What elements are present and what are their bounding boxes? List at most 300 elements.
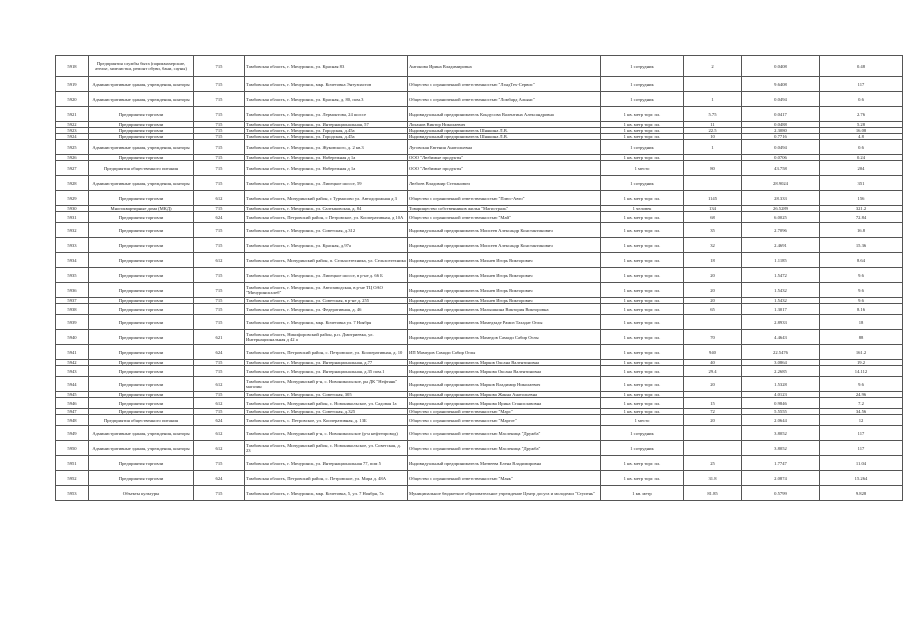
norm-value-cell: 18 bbox=[820, 315, 903, 330]
address-cell: Тамбовская область, г. Мичуринск, ул. Интернациональная 77, пом 5 bbox=[245, 456, 408, 471]
organization-name-cell: Общество с ограниченной ответственностью "Марс" bbox=[408, 409, 601, 415]
annual-volume-cell: 0.0408 bbox=[742, 56, 820, 77]
organization-name-cell: Антонова Ирина Владимировна bbox=[408, 56, 601, 77]
annual-volume-cell: 2.4691 bbox=[742, 238, 820, 253]
address-cell: Тамбовская область, Мичуринский район, с. Новоникольское, ул. Садовая 1а bbox=[245, 398, 408, 409]
organization-name-cell: Индивидуальный предприниматель Мамедзаде Рамиз Тахадат Оглы bbox=[408, 315, 601, 330]
row-number-cell: 5943 bbox=[56, 366, 89, 377]
district-code-cell: 715 bbox=[194, 107, 245, 122]
annual-volume-cell: 2.2685 bbox=[742, 366, 820, 377]
annual-volume-cell: 4.4643 bbox=[742, 330, 820, 345]
quantity-cell: 22.5 bbox=[684, 128, 742, 134]
norm-value-cell: 4.8 bbox=[820, 134, 903, 140]
district-code-cell: 715 bbox=[194, 360, 245, 366]
object-category-cell: Предприятия торговли bbox=[89, 268, 194, 283]
table-row bbox=[56, 191, 903, 206]
organization-name-cell: Индивидуальный предприниматель Шнякина Л.В. bbox=[408, 128, 601, 134]
quantity-cell: 80 bbox=[684, 161, 742, 176]
row-number-cell: 5927 bbox=[56, 161, 89, 176]
unit-of-measure-cell: 1 кв. метр торг. пл. bbox=[601, 345, 684, 360]
table-row bbox=[56, 456, 903, 471]
annual-volume-cell: 0.7716 bbox=[742, 134, 820, 140]
annual-volume-cell: 9.6408 bbox=[742, 77, 820, 92]
unit-of-measure-cell: 1 кв. метр торг. пл. bbox=[601, 122, 684, 128]
quantity-cell: 68 bbox=[684, 212, 742, 223]
organization-name-cell: ООО "Любимые продукты" bbox=[408, 161, 601, 176]
quantity-cell: 15 bbox=[684, 398, 742, 409]
quantity-cell: 5.75 bbox=[684, 107, 742, 122]
norm-value-cell: 9.6 bbox=[820, 298, 903, 304]
unit-of-measure-cell: 1 сотрудник bbox=[601, 140, 684, 155]
quantity-cell: 32 bbox=[684, 238, 742, 253]
district-code-cell: 715 bbox=[194, 223, 245, 238]
organization-name-cell: ИП Мамедов Самади Сабир Оглы bbox=[408, 345, 601, 360]
row-number-cell: 5936 bbox=[56, 283, 89, 298]
organization-name-cell: Общество с ограниченной ответственностью Масленица "Дружба" bbox=[408, 441, 601, 456]
unit-of-measure-cell: 1 кв. метр торг. пл. bbox=[601, 377, 684, 392]
norm-value-cell: 24.96 bbox=[820, 392, 903, 398]
district-code-cell: 612 bbox=[194, 377, 245, 392]
address-cell: Тамбовская область, Петровский район, с Петровское, ул. Кооперативная, д 10А bbox=[245, 212, 408, 223]
object-category-cell: Предприятия торговли bbox=[89, 330, 194, 345]
row-number-cell: 5926 bbox=[56, 155, 89, 161]
quantity-cell bbox=[684, 441, 742, 456]
norm-value-cell: 9.6 bbox=[820, 377, 903, 392]
quantity-cell: 72 bbox=[684, 409, 742, 415]
organization-name-cell: Лоханов Виктор Николаевич bbox=[408, 122, 601, 128]
table-row bbox=[56, 268, 903, 283]
quantity-cell: 40 bbox=[684, 360, 742, 366]
unit-of-measure-cell: 1 кв. метр торг. пл. bbox=[601, 298, 684, 304]
address-cell: Тамбовская область, г. Мичуринск, ул. Жуковского, д. 2 кв.3 bbox=[245, 140, 408, 155]
object-category-cell: Предприятия торговли bbox=[89, 298, 194, 304]
object-category-cell: Административные здания, учреждения, конторы bbox=[89, 92, 194, 107]
address-cell: Тамбовская область, г. Мичуринск, ул. Интернациональная, 57 bbox=[245, 122, 408, 128]
address-cell: Тамбовская область, г. Мичуринск, ул. Набережная д 1а bbox=[245, 155, 408, 161]
row-number-cell: 5948 bbox=[56, 415, 89, 426]
object-category-cell: Предприятия торговли bbox=[89, 238, 194, 253]
object-category-cell: Предприятия торговли bbox=[89, 134, 194, 140]
norm-value-cell: 15.264 bbox=[820, 471, 903, 486]
unit-of-measure-cell: 1 сотрудник bbox=[601, 77, 684, 92]
annual-volume-cell: 2.3080 bbox=[742, 128, 820, 134]
organization-name-cell: Муниципальное бюджетное образовательное учреждение Центр досуга и молодежи "Ступень" bbox=[408, 486, 601, 501]
unit-of-measure-cell: 1 сотрудник bbox=[601, 92, 684, 107]
unit-of-measure-cell: 1 сотрудник bbox=[601, 56, 684, 77]
address-cell: Тамбовская область, г. Мичуринск, ул. Интернациональная, д.35 пом.1 bbox=[245, 366, 408, 377]
organization-name-cell: Общество с ограниченной ответственностью Масленица "Дружба" bbox=[408, 426, 601, 441]
organization-name-cell: Индивидуальный предприниматель Моисеев Александр Константинович bbox=[408, 223, 601, 238]
table-row bbox=[56, 161, 903, 176]
district-code-cell: 612 bbox=[194, 426, 245, 441]
annual-volume-cell: 28.9024 bbox=[742, 176, 820, 191]
table-row bbox=[56, 107, 903, 122]
norm-value-cell: 11.04 bbox=[820, 456, 903, 471]
norm-value-cell: 5.28 bbox=[820, 122, 903, 128]
object-category-cell: Предприятия торговли bbox=[89, 366, 194, 377]
norm-value-cell: 88 bbox=[820, 330, 903, 345]
table-row bbox=[56, 56, 903, 77]
district-code-cell: 715 bbox=[194, 456, 245, 471]
address-cell: Тамбовская область, г. Мичуринск, ул. Интернациональная, д.77 bbox=[245, 360, 408, 366]
norm-value-cell: 9.6 bbox=[820, 283, 903, 298]
address-cell: Тамбовская область, г. Мичуринск, ул. Красная 83 bbox=[245, 56, 408, 77]
quantity-cell bbox=[684, 176, 742, 191]
district-code-cell: 715 bbox=[194, 206, 245, 212]
quantity-cell: 134 bbox=[684, 206, 742, 212]
address-cell: Тамбовская область, г. Мичуринск, ул. Городская, д.45а bbox=[245, 134, 408, 140]
quantity-cell: 940 bbox=[684, 345, 742, 360]
address-cell: Тамбовская область, г. Мичуринск, ул. Набережная д 1а bbox=[245, 161, 408, 176]
quantity-cell: 20 bbox=[684, 377, 742, 392]
organization-name-cell: Индивидуальный предприниматель Маркова Оксана Валентиновна bbox=[408, 366, 601, 377]
quantity-cell: 81.85 bbox=[684, 486, 742, 501]
row-number-cell: 5919 bbox=[56, 77, 89, 92]
norm-value-cell: 19.2 bbox=[820, 360, 903, 366]
address-cell: Тамбовская область, Мичуринский р-н, с. Новоникольское, рн ДК "Нефтянк" магазин bbox=[245, 377, 408, 392]
object-category-cell: Предприятия торговли bbox=[89, 456, 194, 471]
organization-name-cell: Общество с ограниченной ответственностью "Маргот" bbox=[408, 415, 601, 426]
annual-volume-cell: 1.5328 bbox=[742, 377, 820, 392]
norm-value-cell: 351 bbox=[820, 176, 903, 191]
unit-of-measure-cell: 1 кв. метр торг. пл. bbox=[601, 392, 684, 398]
table-row bbox=[56, 398, 903, 409]
annual-volume-cell: 3.8052 bbox=[742, 441, 820, 456]
address-cell: Тамбовская область, Мичуринский р-н, с. Новоникольское (р-н нефтепровод) bbox=[245, 426, 408, 441]
table-row bbox=[56, 283, 903, 298]
table-row bbox=[56, 223, 903, 238]
district-code-cell: 715 bbox=[194, 128, 245, 134]
organization-name-cell: Индивидуальный предприниматель Маркова Жанна Анатольевна bbox=[408, 392, 601, 398]
address-cell: Тамбовская область, г. Мичуринск, ул. Советская, 305 bbox=[245, 392, 408, 398]
organization-name-cell: ООО "Любимые продукты" bbox=[408, 155, 601, 161]
row-number-cell: 5950 bbox=[56, 441, 89, 456]
organization-name-cell: Индивидуальный предприниматель Маркова Ирина Станиславовна bbox=[408, 398, 601, 409]
quantity-cell: 20 bbox=[684, 268, 742, 283]
unit-of-measure-cell: 1 кв. метр торг. пл. bbox=[601, 398, 684, 409]
table-row bbox=[56, 426, 903, 441]
annual-volume-cell: 2.0874 bbox=[742, 471, 820, 486]
object-category-cell: Административные здания, учреждения, конторы bbox=[89, 441, 194, 456]
address-cell: Тамбовская область, г. Мичуринск, ул. Советская, в р-не д. 255 bbox=[245, 298, 408, 304]
address-cell: Тамбовская область, г. Мичуринск, ул. Советская, д.325 bbox=[245, 409, 408, 415]
organization-name-cell: Индивидуальный предприниматель Марков Оксана Валентиновна bbox=[408, 360, 601, 366]
annual-volume-cell: 26.5289 bbox=[742, 206, 820, 212]
unit-of-measure-cell: 1 кв. метр торг. пл. bbox=[601, 456, 684, 471]
unit-of-measure-cell: 1 место bbox=[601, 415, 684, 426]
row-number-cell: 5937 bbox=[56, 298, 89, 304]
annual-volume-cell: 0.0706 bbox=[742, 155, 820, 161]
quantity-cell: 2 bbox=[684, 56, 742, 77]
organization-name-cell: Индивидуальный предприниматель Шнякина Л.В. bbox=[408, 134, 601, 140]
row-number-cell: 5939 bbox=[56, 315, 89, 330]
object-category-cell: Предприятия торговли bbox=[89, 283, 194, 298]
norm-value-cell: 9.6 bbox=[820, 268, 903, 283]
district-code-cell: 715 bbox=[194, 92, 245, 107]
object-category-cell: Предприятия торговли bbox=[89, 392, 194, 398]
object-category-cell: Предприятия торговли bbox=[89, 398, 194, 409]
address-cell: Тамбовская область, г. Мичуринск, мкр. Кочетовка Энтузиастов bbox=[245, 77, 408, 92]
norm-value-cell: 156 bbox=[820, 191, 903, 206]
annual-volume-cell: 22.5476 bbox=[742, 345, 820, 360]
annual-volume-cell: 0.0488 bbox=[742, 122, 820, 128]
quantity-cell: 35 bbox=[684, 223, 742, 238]
registry-sheet bbox=[55, 55, 875, 501]
table-row bbox=[56, 345, 903, 360]
quantity-cell bbox=[684, 77, 742, 92]
unit-of-measure-cell: 1 кв. метр торг. пл. bbox=[601, 304, 684, 315]
address-cell: Тамбовская область, Мичуринский район, с. Новоникольское, ул. Советская, д. 23 bbox=[245, 441, 408, 456]
object-category-cell: Предприятия службы быта (парикмахерские, ателье, химчистки, ремонт обуви, бани, сауны) bbox=[89, 56, 194, 77]
quantity-cell: 20 bbox=[684, 415, 742, 426]
object-category-cell: Предприятия торговли bbox=[89, 191, 194, 206]
norm-value-cell: 7.2 bbox=[820, 398, 903, 409]
row-number-cell: 5923 bbox=[56, 128, 89, 134]
organization-name-cell: Индивидуальный предприниматель Махнев Игорь Викторович bbox=[408, 268, 601, 283]
district-code-cell: 715 bbox=[194, 392, 245, 398]
registry-table-body bbox=[56, 56, 903, 501]
unit-of-measure-cell: 1 кв. метр торг. пл. bbox=[601, 268, 684, 283]
quantity-cell: 18 bbox=[684, 253, 742, 268]
address-cell: Тамбовская область, г. Мичуринск, ул. Городская, д.45а bbox=[245, 128, 408, 134]
unit-of-measure-cell: 1 кв. метр торг. пл. bbox=[601, 366, 684, 377]
address-cell: Тамбовская область, г. Мичуринск, ул. Салтыковская, д. 84 bbox=[245, 206, 408, 212]
object-category-cell: Предприятия общественного питания bbox=[89, 415, 194, 426]
table-row bbox=[56, 471, 903, 486]
district-code-cell: 715 bbox=[194, 176, 245, 191]
row-number-cell: 5953 bbox=[56, 486, 89, 501]
annual-volume-cell: 2.0644 bbox=[742, 415, 820, 426]
row-number-cell: 5941 bbox=[56, 345, 89, 360]
address-cell: Тамбовская область, Мичуринский район, с Турмасово ул. Автодорожная д 3 bbox=[245, 191, 408, 206]
annual-volume-cell: 5.5555 bbox=[742, 409, 820, 415]
object-category-cell: Предприятия торговли bbox=[89, 304, 194, 315]
quantity-cell: 1 bbox=[684, 140, 742, 155]
norm-value-cell: 204 bbox=[820, 161, 903, 176]
annual-volume-cell: 43.758 bbox=[742, 161, 820, 176]
district-code-cell: 715 bbox=[194, 486, 245, 501]
district-code-cell: 715 bbox=[194, 366, 245, 377]
district-code-cell: 624 bbox=[194, 345, 245, 360]
annual-volume-cell: 0.0494 bbox=[742, 92, 820, 107]
quantity-cell: 10 bbox=[684, 134, 742, 140]
district-code-cell: 624 bbox=[194, 212, 245, 223]
object-category-cell: Предприятия общественного питания bbox=[89, 161, 194, 176]
row-number-cell: 5921 bbox=[56, 107, 89, 122]
row-number-cell: 5942 bbox=[56, 360, 89, 366]
district-code-cell: 715 bbox=[194, 268, 245, 283]
norm-value-cell: 72.84 bbox=[820, 212, 903, 223]
district-code-cell: 612 bbox=[194, 441, 245, 456]
row-number-cell: 5925 bbox=[56, 140, 89, 155]
object-category-cell: Предприятия торговли bbox=[89, 128, 194, 134]
annual-volume-cell: 28.333 bbox=[742, 191, 820, 206]
object-category-cell: Предприятия торговли bbox=[89, 107, 194, 122]
norm-value-cell: 0.48 bbox=[820, 56, 903, 77]
row-number-cell: 5918 bbox=[56, 56, 89, 77]
object-category-cell: Предприятия торговли bbox=[89, 223, 194, 238]
district-code-cell: 621 bbox=[194, 330, 245, 345]
district-code-cell: 715 bbox=[194, 122, 245, 128]
organization-name-cell: Индивидуальный предприниматель Махнев Игорь Викторович bbox=[408, 253, 601, 268]
norm-value-cell: 8.16 bbox=[820, 304, 903, 315]
annual-volume-cell: 1.3017 bbox=[742, 304, 820, 315]
organization-name-cell: Индивидуальный предприниматель Махнев Игорь Викторович bbox=[408, 298, 601, 304]
organization-name-cell: Индивидуальный предприниматель Мамедов Самади Сабир Оглы bbox=[408, 330, 601, 345]
row-number-cell: 5949 bbox=[56, 426, 89, 441]
norm-value-cell: 0.6 bbox=[820, 140, 903, 155]
organization-name-cell: Индивидуальный предприниматель Марков Владимир Николаевич bbox=[408, 377, 601, 392]
address-cell: Тамбовская область, Петровский район, с. Петровское, ул. Мира д. 48А bbox=[245, 471, 408, 486]
annual-volume-cell: 0.9846 bbox=[742, 398, 820, 409]
unit-of-measure-cell: 1 кв. метр торг. пл. bbox=[601, 212, 684, 223]
object-category-cell: Административные здания, учреждения, конторы bbox=[89, 77, 194, 92]
district-code-cell: 612 bbox=[194, 191, 245, 206]
object-category-cell: Предприятия торговли bbox=[89, 471, 194, 486]
row-number-cell: 5935 bbox=[56, 268, 89, 283]
district-code-cell: 624 bbox=[194, 415, 245, 426]
annual-volume-cell: 6.0025 bbox=[742, 212, 820, 223]
object-category-cell: Предприятия торговли bbox=[89, 377, 194, 392]
object-category-cell: Предприятия торговли bbox=[89, 212, 194, 223]
unit-of-measure-cell: 1 кв. метр торг. пл. bbox=[601, 471, 684, 486]
quantity-cell: 1 bbox=[684, 92, 742, 107]
registry-table bbox=[55, 55, 903, 501]
annual-volume-cell: 3.8052 bbox=[742, 426, 820, 441]
address-cell: Тамбовская область, Никифоровский район, р.п. Дмитриевка, ул. Интернациональная д 42 а bbox=[245, 330, 408, 345]
row-number-cell: 5924 bbox=[56, 134, 89, 140]
norm-value-cell: 16.08 bbox=[820, 128, 903, 134]
district-code-cell: 715 bbox=[194, 134, 245, 140]
district-code-cell: 715 bbox=[194, 283, 245, 298]
unit-of-measure-cell: 1 место bbox=[601, 161, 684, 176]
district-code-cell: 612 bbox=[194, 398, 245, 409]
unit-of-measure-cell: 1 сотрудник bbox=[601, 426, 684, 441]
object-category-cell: Административные здания, учреждения, конторы bbox=[89, 426, 194, 441]
table-row bbox=[56, 253, 903, 268]
address-cell: Тамбовская область, Мичуринский район, п. Сельхозтехника, ул. Сельхозтехника bbox=[245, 253, 408, 268]
table-row bbox=[56, 377, 903, 392]
norm-value-cell: 12 bbox=[820, 415, 903, 426]
object-category-cell: Административные здания, учреждения, конторы bbox=[89, 176, 194, 191]
address-cell: Тамбовская область, г. Мичуринск, мкр. Кочетовка ул. 7 Ноября bbox=[245, 315, 408, 330]
table-row bbox=[56, 415, 903, 426]
annual-volume-cell: 2.7096 bbox=[742, 223, 820, 238]
row-number-cell: 5947 bbox=[56, 409, 89, 415]
table-row bbox=[56, 441, 903, 456]
unit-of-measure-cell: 1 кв. метр торг. пл. bbox=[601, 283, 684, 298]
unit-of-measure-cell: 1 человек bbox=[601, 206, 684, 212]
unit-of-measure-cell: 1 кв. метр торг. пл. bbox=[601, 107, 684, 122]
row-number-cell: 5933 bbox=[56, 238, 89, 253]
quantity-cell bbox=[684, 426, 742, 441]
object-category-cell: Предприятия торговли bbox=[89, 360, 194, 366]
district-code-cell: 715 bbox=[194, 304, 245, 315]
address-cell: Тамбовская область, г. Мичуринск, мкр. Кочетовка, 5, ул. 7 Ноября, 7а bbox=[245, 486, 408, 501]
annual-volume-cell: 0.0417 bbox=[742, 107, 820, 122]
row-number-cell: 5930 bbox=[56, 206, 89, 212]
norm-value-cell: 117 bbox=[820, 441, 903, 456]
annual-volume-cell: 2.8933 bbox=[742, 315, 820, 330]
annual-volume-cell: 1.5472 bbox=[742, 268, 820, 283]
row-number-cell: 5929 bbox=[56, 191, 89, 206]
district-code-cell: 612 bbox=[194, 253, 245, 268]
district-code-cell: 715 bbox=[194, 140, 245, 155]
quantity-cell: 20 bbox=[684, 298, 742, 304]
table-row bbox=[56, 77, 903, 92]
address-cell: Тамбовская область, г. Мичуринск, ул. Советская, д.312 bbox=[245, 223, 408, 238]
organization-name-cell: Любоев Владимир Степанович bbox=[408, 176, 601, 191]
address-cell: Тамбовская область, г. Мичуринск, ул. Липецкое шоссе, в р-не д. 66 Б bbox=[245, 268, 408, 283]
unit-of-measure-cell: 1 сотрудник bbox=[601, 176, 684, 191]
district-code-cell: 715 bbox=[194, 298, 245, 304]
object-category-cell: Многоквартирные дома (МКД) bbox=[89, 206, 194, 212]
unit-of-measure-cell: 1 кв. метр торг. пл. bbox=[601, 253, 684, 268]
address-cell: Тамбовская область, г. Мичуринск, ул. Федеративная, д. 46 bbox=[245, 304, 408, 315]
row-number-cell: 5934 bbox=[56, 253, 89, 268]
address-cell: Тамбовская область, Петровский район, с. Петровское, ул. Кооперативная, д. 10 bbox=[245, 345, 408, 360]
organization-name-cell: Индивидуальный предприниматель Малышкина Виктория Викторовна bbox=[408, 304, 601, 315]
unit-of-measure-cell: 1 кв. метр торг. пл. bbox=[601, 223, 684, 238]
norm-value-cell: 161.2 bbox=[820, 345, 903, 360]
organization-name-cell: Общество с ограниченной ответственностью "Маяк" bbox=[408, 471, 601, 486]
row-number-cell: 5932 bbox=[56, 223, 89, 238]
row-number-cell: 5931 bbox=[56, 212, 89, 223]
organization-name-cell: Луговская Евгения Анатольевна bbox=[408, 140, 601, 155]
district-code-cell: 715 bbox=[194, 161, 245, 176]
unit-of-measure-cell: 1 кв. метр торг. пл. bbox=[601, 134, 684, 140]
norm-value-cell: 34.56 bbox=[820, 409, 903, 415]
annual-volume-cell: 1.7747 bbox=[742, 456, 820, 471]
object-category-cell: Предприятия торговли bbox=[89, 122, 194, 128]
row-number-cell: 5920 bbox=[56, 92, 89, 107]
row-number-cell: 5922 bbox=[56, 122, 89, 128]
object-category-cell: Предприятия торговли bbox=[89, 409, 194, 415]
organization-name-cell: Индивидуальный предприниматель Махнев Игорь Викторович bbox=[408, 283, 601, 298]
district-code-cell: 715 bbox=[194, 77, 245, 92]
norm-value-cell: 117 bbox=[820, 77, 903, 92]
quantity-cell: 11 bbox=[684, 122, 742, 128]
quantity-cell bbox=[684, 315, 742, 330]
unit-of-measure-cell: 1 кв. метр торг. пл. bbox=[601, 191, 684, 206]
quantity-cell: 25 bbox=[684, 456, 742, 471]
row-number-cell: 5952 bbox=[56, 471, 89, 486]
address-cell: Тамбовская область, г. Мичуринск, ул. Автозаводская, в р-не ТЦ ОАО "Мичуринскхлеб" bbox=[245, 283, 408, 298]
row-number-cell: 5946 bbox=[56, 398, 89, 409]
table-row bbox=[56, 486, 903, 501]
object-category-cell: Предприятия торговли bbox=[89, 315, 194, 330]
object-category-cell: Предприятия торговли bbox=[89, 253, 194, 268]
norm-value-cell: 14.112 bbox=[820, 366, 903, 377]
annual-volume-cell: 1.5432 bbox=[742, 298, 820, 304]
quantity-cell: 70 bbox=[684, 330, 742, 345]
organization-name-cell: Индивидуальный предприниматель Матвеева Елена Владимировна bbox=[408, 456, 601, 471]
organization-name-cell: Общество с ограниченной ответственностью "Ломбард Альянс" bbox=[408, 92, 601, 107]
unit-of-measure-cell: 1 кв. метр торг. пл. bbox=[601, 315, 684, 330]
quantity-cell: 1145 bbox=[684, 191, 742, 206]
table-row bbox=[56, 330, 903, 345]
norm-value-cell: 321.2 bbox=[820, 206, 903, 212]
quantity-cell: 29.4 bbox=[684, 366, 742, 377]
unit-of-measure-cell: 1 кв. метр bbox=[601, 486, 684, 501]
annual-volume-cell: 4.0123 bbox=[742, 392, 820, 398]
district-code-cell: 624 bbox=[194, 471, 245, 486]
norm-value-cell: 0.6 bbox=[820, 92, 903, 107]
unit-of-measure-cell: 1 кв. метр торг. пл. bbox=[601, 409, 684, 415]
district-code-cell: 715 bbox=[194, 155, 245, 161]
table-row bbox=[56, 140, 903, 155]
quantity-cell: 20 bbox=[684, 283, 742, 298]
